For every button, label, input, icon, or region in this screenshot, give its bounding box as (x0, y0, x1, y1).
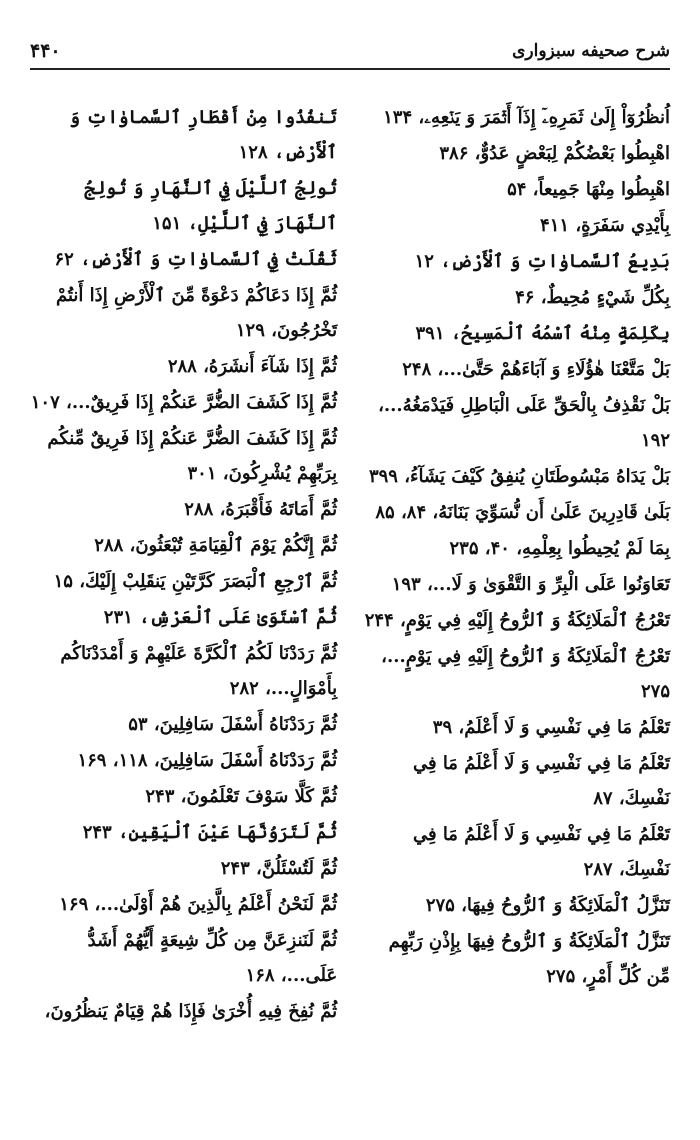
index-entry: تَعْلَمُ مَا فِي نَفْسِي وَ لَا أَعْلَمُ مَا فِي نَفْسِكَ، ۸۷ (412, 753, 670, 809)
index-entry: ثُمَّ لَتَرَوُنَّهَا عَيْنَ ٱلْيَقِينِ، ۲۴۳ (82, 822, 338, 843)
index-entry: ثُمَّ إِذَا دَعَاكُمْ دَعْوَةً مِّنَ ٱلْأَرْضِ إِذَا أَنتُمْ تَخْرُجُونَ، ۱۲۹ (55, 285, 338, 341)
index-entry: ثُمَّ إِذَا كَشَفَ الضُّرَّ عَنكُمْ إِذَا فَرِيقٌ مِّنكُم بِرَبِّهِمْ يُشْرِكُونَ، ۳۰۱ (47, 428, 338, 484)
index-entry: تَعْرُجُ ٱلْمَلَائِكَةُ وَ ٱلرُّوحُ إِلَيْهِ فِي يَوْمٍ، ۲۴۴ (364, 610, 670, 631)
index-entry: ثُمَّ نُفِخَ فِيهِ أُخْرَىٰ فَإِذَا هُمْ قِيَامٌ يَنظُرُونَ، (44, 1001, 338, 1022)
index-entry: ثُمَّ إِذَا شَآءَ أَنشَرَهُ، ۲۸۸ (167, 356, 338, 377)
index-entry: بِكَلِمَةٍ مِنْهُ ٱسْمُهُ ٱلْمَسِيحُ، ۳۹۱ (415, 323, 670, 344)
page-number: ۴۴۰ (30, 40, 61, 62)
index-entry: اهْبِطُوا مِنْهَا جَمِيعاً، ۵۴ (507, 179, 670, 200)
index-entry: بَدِيعُ ٱلسَّماوٰاتِ وَ ٱلْأَرْضِ، ۱۲ (414, 251, 670, 272)
index-entry: تَعْلَمُ مَا فِي نَفْسِي وَ لَا أَعْلَمُ، ۳۹ (432, 717, 670, 738)
left-column (30, 100, 337, 1100)
index-entry: تَنفُذُوا مِنْ أَقْطَارِ ٱلسَّماوٰاتِ وَ ٱلْأَرْضِ، ۱۲۸ (69, 107, 338, 163)
index-entry: ثُمَّ ٱرْجِعِ ٱلْبَصَرَ كَرَّتَيْنِ يَنقَلِبْ إِلَيْكَ، ۱۵ (53, 571, 338, 592)
index-entry: بَلْ نَقْذِفُ بِالْحَقِّ عَلَى الْبَاطِلِ فَيَدْمَغُهُ...، ۱۹۲ (378, 395, 670, 451)
index-entry: بَلْ مَتَّعْنَا هٰؤُلَاءِ وَ آبَاءَهُمْ حَتَّىٰ...، ۲۴۸ (402, 359, 670, 380)
page-header (30, 34, 670, 70)
index-entry: تَعْلَمُ مَا فِي نَفْسِي وَ لَا أَعْلَمُ مَا فِي نَفْسِكَ، ۲۸۷ (412, 824, 670, 880)
index-entry: ثُمَّ لَنَحْنُ أَعْلَمُ بِالَّذِينَ هُمْ أَوْلَىٰ...، ۱۶۹ (59, 894, 338, 915)
index-entry: ثُمَّ رَدَدْنَاهُ أَسْفَلَ سَافِلِينَ، ۱۱۸، ۱۶۹ (77, 750, 338, 771)
index-entry: بَلْ يَدَاهُ مَبْسُوطَتَانِ يُنفِقُ كَيْفَ يَشَآءُ، ۳۹۹ (368, 466, 670, 487)
index-columns (30, 100, 670, 1100)
index-entry: تَنَزَّلُ ٱلْمَلَائِكَةُ وَ ٱلرُّوحُ فِيهَا بِإِذْنِ رَبِّهِم مِّن كُلِّ أَمْرٍ، ۲۷۵ (388, 931, 670, 987)
index-entry: تَعْرُجُ ٱلْمَلَائِكَةُ وَ ٱلرُّوحُ إِلَيْهِ فِي يَوْمٍ...، ۲۷۵ (381, 646, 670, 702)
index-entry: بِمَا لَمْ يُحِيطُوا بِعِلْمِهِ، ۴۰، ۲۳۵ (449, 538, 670, 559)
index-entry: ثُمَّ إِنَّكُمْ يَوْمَ ٱلْقِيَامَةِ تُبْعَثُونَ، ۲۸۸ (94, 535, 338, 556)
index-entry: اُنظُرُوٓاْ إِلَىٰ ثَمَرِهِۦٓ إِذَآ أَثۡمَرَ وَ يَنۡعِهِۦ، ۱۳۴ (383, 107, 670, 128)
index-entry: بَلَىٰ قَادِرِينَ عَلَىٰ أَن نُّسَوِّيَ بَنَانَهُ، ۸۴، ۸۵ (375, 502, 670, 523)
index-entry: تَعَاوَنُوا عَلَى الْبِرِّ وَ التَّقْوَىٰ وَ لَا...، ۱۹۳ (391, 574, 670, 595)
index-entry: ثُمَّ ٱسْتَوَىٰ عَلَى ٱلْعَرْشِ، ۲۳۱ (103, 607, 338, 628)
index-entry: بِكُلِّ شَيْءٍ مُحِيطٌ، ۴۶ (515, 287, 670, 308)
index-entry: تُولِجُ ٱللَّيْلَ فِي ٱلنَّهَارِ وَ تُولِجُ ٱلنَّهَارَ فِي ٱللَّيْلِ، ۱۵۱ (84, 178, 338, 234)
index-entry: ثُمَّ رَدَدْنَاهُ أَسْفَلَ سَافِلِينَ، ۵۳ (128, 714, 338, 735)
index-entry: بِأَيْدِي سَفَرَةٍ، ۴۱۱ (540, 215, 670, 236)
right-column (363, 100, 670, 1100)
index-entry: ثُمَّ كَلَّا سَوْفَ تَعْلَمُونَ، ۲۴۳ (145, 786, 338, 807)
index-entry: ثَقُلَتْ فِي ٱلسَّماوٰاتِ وَ ٱلْأَرْضِ، ۶۲ (54, 249, 338, 270)
index-entry: تَنَزَّلُ ٱلْمَلَائِكَةُ وَ ٱلرُّوحُ فِيهَا، ۲۷۵ (425, 895, 670, 916)
book-title: شرح صحیفه سبزواری (512, 41, 670, 61)
index-entry: ثُمَّ أَمَاتَهُ فَأَقْبَرَهُ، ۲۸۸ (184, 499, 338, 520)
index-entry: ثُمَّ رَدَدْنَا لَكُمُ ٱلْكَرَّةَ عَلَيْهِمْ وَ أَمْدَدْنَاكُم بِأَمْوَالٍ...، ۲۸۲ (60, 643, 338, 699)
index-entry: ثُمَّ لَتُسْئَلُنَّ، ۲۴۳ (220, 858, 338, 879)
index-entry: ثُمَّ إِذَا كَشَفَ الضُّرَّ عَنكُمْ إِذَا فَرِيقٌ...، ۱۰۷ (30, 392, 338, 413)
index-entry: اهْبِطُوا بَعْضُكُمْ لِبَعْضٍ عَدُوٌّ، ۳۸۶ (439, 143, 670, 164)
index-entry: ثُمَّ لَنَنزِعَنَّ مِن كُلِّ شِيعَةٍ أَيُّهُمْ أَشَدُّ عَلَى...، ۱۶۸ (87, 930, 338, 986)
